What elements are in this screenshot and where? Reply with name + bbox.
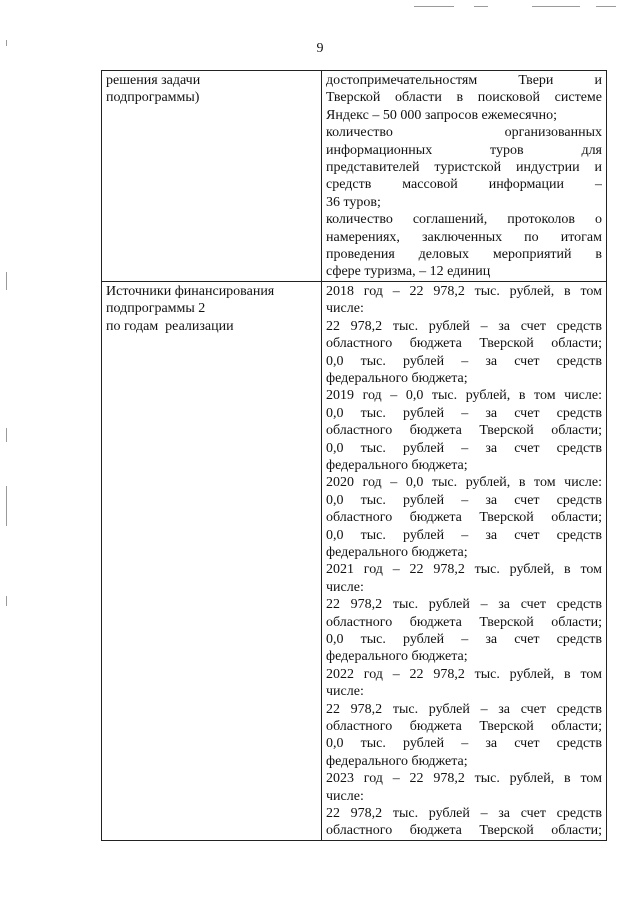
row-label-cell xyxy=(102,71,322,282)
text-line: 2022 год – 22 978,2 тыс. рублей, в том xyxy=(326,666,602,682)
text-line: числе: xyxy=(326,684,364,700)
text-line: 2021 год – 22 978,2 тыс. рублей, в том xyxy=(326,562,602,578)
text-line: 2020 год – 0,0 тыс. рублей, в том числе: xyxy=(326,475,602,491)
scan-artifact xyxy=(6,486,7,526)
text-line: количество организованных xyxy=(326,125,602,141)
scan-artifact xyxy=(6,428,7,442)
row-value-cell xyxy=(322,281,607,840)
text-line: федерального бюджета; xyxy=(326,370,468,386)
text-line: 22 978,2 тыс. рублей – за счет средств xyxy=(326,701,602,717)
text-line: областного бюджета Тверской области; xyxy=(326,614,602,630)
text-line: Тверской области в поисковой системе xyxy=(326,90,602,106)
label-line: по годам реализации xyxy=(106,318,234,334)
scan-artifact xyxy=(414,6,454,7)
text-line: 0,0 тыс. рублей – за счет средств xyxy=(326,440,602,456)
text-line: 2023 год – 22 978,2 тыс. рублей, в том xyxy=(326,771,602,787)
text-line: 0,0 тыс. рублей – за счет средств xyxy=(326,353,602,369)
text-line: 36 туров; xyxy=(326,194,381,210)
text-line: проведения деловых мероприятий в xyxy=(326,247,602,263)
row-label-cell xyxy=(102,281,322,840)
text-line: федерального бюджета; xyxy=(326,649,468,665)
text-line: информационных туров для xyxy=(326,142,602,158)
text-line: намерениях, заключенных по итогам xyxy=(326,229,602,245)
text-line: федерального бюджета; xyxy=(326,753,468,769)
text-line: представителей туристской индустрии и xyxy=(326,160,602,176)
text-line: 0,0 тыс. рублей – за счет средств xyxy=(326,492,602,508)
table-row xyxy=(102,281,607,840)
page-number: 9 xyxy=(316,41,324,56)
text-line: числе: xyxy=(326,579,364,595)
text-line: достопримечательностям Твери и xyxy=(326,73,602,88)
text-line: количество соглашений, протоколов о xyxy=(326,212,602,228)
text-line: 2019 год – 0,0 тыс. рублей, в том числе: xyxy=(326,388,602,404)
scan-artifact xyxy=(532,6,580,7)
text-line: Яндекс – 50 000 запросов ежемесячно; xyxy=(326,107,557,123)
text-line: областного бюджета Тверской области; xyxy=(326,423,602,439)
text-line: 22 978,2 тыс. рублей – за счет средств xyxy=(326,597,602,613)
label-line: подпрограммы 2 xyxy=(106,301,206,317)
text-line: 0,0 тыс. рублей – за счет средств xyxy=(326,405,602,421)
text-line: федерального бюджета; xyxy=(326,457,468,473)
scan-artifact xyxy=(596,6,616,7)
text-line: областного бюджета Тверской области; xyxy=(326,510,602,526)
text-line: 0,0 тыс. рублей – за счет средств xyxy=(326,632,602,647)
text-line: федерального бюджета; xyxy=(326,544,468,560)
text-line: средств массовой информации – xyxy=(326,177,602,193)
label-line: решения задачи xyxy=(106,73,201,88)
subprogram-passport-table xyxy=(101,70,607,841)
text-line: 22 978,2 тыс. рублей – за счет средств xyxy=(326,806,602,822)
text-line: 2018 год – 22 978,2 тыс. рублей, в том xyxy=(326,283,602,299)
scan-artifact xyxy=(6,596,7,606)
text-line: областного бюджета Тверской области; xyxy=(326,823,602,839)
label-line: Источники финансирования xyxy=(106,283,275,299)
text-line: 0,0 тыс. рублей – за счет средств xyxy=(326,736,602,752)
text-line: областного бюджета Тверской области; xyxy=(326,336,602,352)
text-line: числе: xyxy=(326,788,364,804)
text-line: 0,0 тыс. рублей – за счет средств xyxy=(326,527,602,543)
text-line: 22 978,2 тыс. рублей – за счет средств xyxy=(326,318,602,334)
text-line: областного бюджета Тверской области; xyxy=(326,719,602,735)
scan-artifact xyxy=(474,6,488,7)
scan-artifact xyxy=(6,272,7,290)
row-value-cell xyxy=(322,71,607,282)
label-line: подпрограммы) xyxy=(106,90,200,106)
text-line: числе: xyxy=(326,301,364,317)
table-row xyxy=(102,71,607,282)
text-line: сфере туризма, – 12 единиц xyxy=(326,264,491,280)
